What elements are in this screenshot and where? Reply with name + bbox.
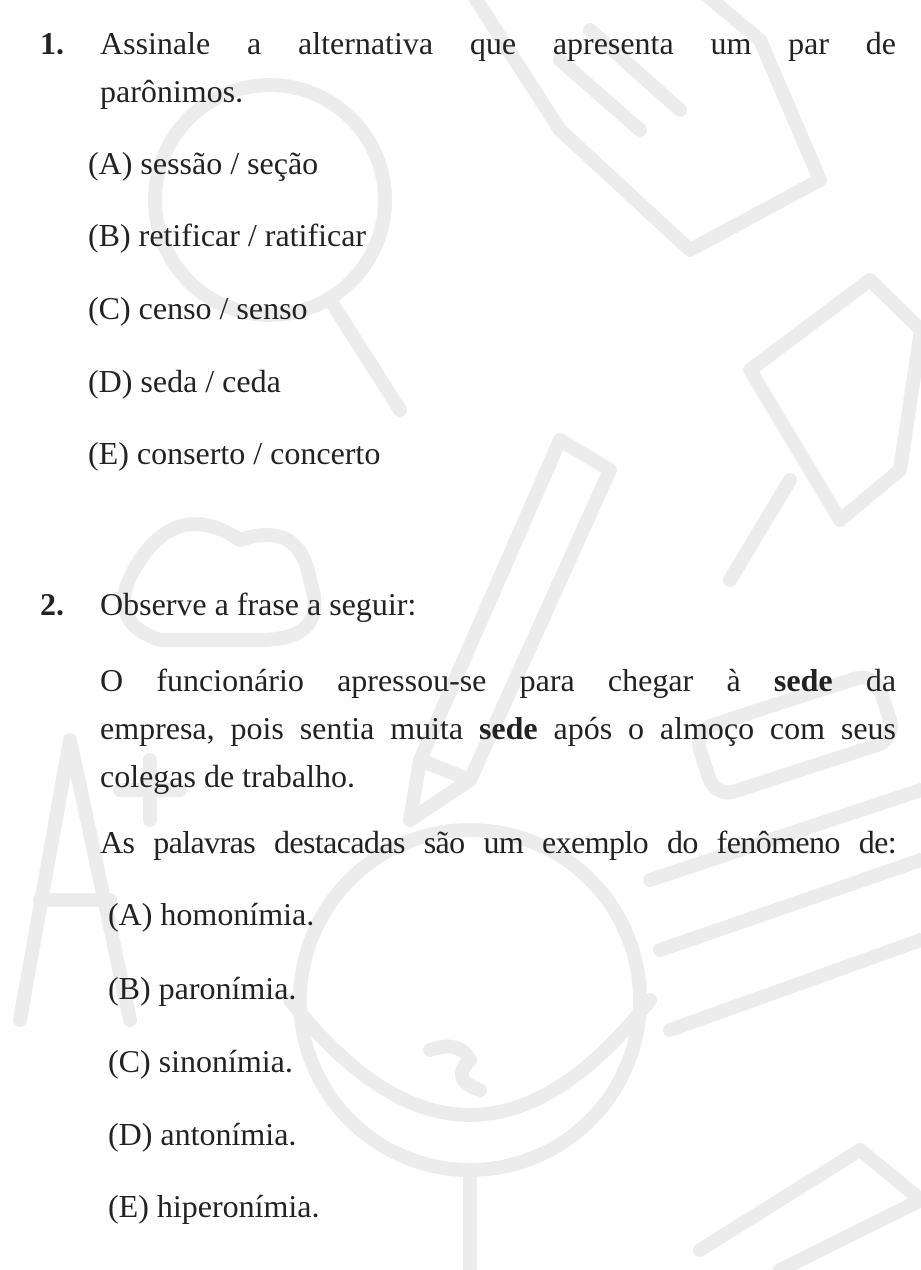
- option-letter: (B): [88, 217, 131, 253]
- question-2-prompt: As palavras destacadas são um exemplo do fenômeno de:: [100, 824, 896, 860]
- question-2-sentence-line-1: [100, 656, 896, 704]
- question-2-option-e[interactable]: [108, 1186, 319, 1226]
- option-letter: (A): [108, 896, 153, 932]
- question-1-option-e[interactable]: [88, 433, 380, 473]
- option-letter: (B): [108, 970, 151, 1006]
- option-text: seda / ceda: [140, 363, 281, 399]
- option-text: retificar / ratificar: [138, 217, 367, 253]
- question-2-intro: Observe a frase a seguir:: [100, 586, 417, 622]
- highlighted-word: sede: [478, 710, 538, 746]
- sentence-text: empresa, pois sentia muita: [100, 710, 464, 746]
- question-2-option-b[interactable]: [108, 968, 296, 1008]
- sentence-text: O funcionário apressou-se para chegar à: [100, 662, 741, 698]
- option-letter: (C): [108, 1043, 151, 1079]
- question-1-option-a[interactable]: [88, 143, 318, 183]
- option-text: conserto / concerto: [136, 435, 381, 471]
- question-2-option-d[interactable]: [108, 1114, 296, 1154]
- question-2-option-a[interactable]: [108, 894, 314, 934]
- option-letter: (D): [108, 1116, 153, 1152]
- option-text: antonímia.: [160, 1116, 297, 1152]
- question-1-option-d[interactable]: [88, 361, 281, 401]
- option-text: censo / senso: [138, 290, 308, 326]
- option-text: sessão / seção: [140, 145, 319, 181]
- sentence-text: da: [865, 662, 897, 698]
- question-2-sentence-line-3: colegas de trabalho.: [100, 758, 355, 794]
- option-letter: (D): [88, 363, 133, 399]
- question-1-stem-line-2: parônimos.: [100, 73, 244, 109]
- sentence-text: após o almoço com seus: [553, 710, 897, 746]
- option-letter: (A): [88, 145, 133, 181]
- option-letter: (E): [108, 1188, 149, 1224]
- option-letter: (E): [88, 435, 129, 471]
- question-1-stem-line-1: Assinale a alternativa que apresenta um par de: [100, 25, 896, 61]
- option-text: hiperonímia.: [156, 1188, 320, 1224]
- question-2-sentence-line-2: [100, 704, 896, 752]
- question-1-number: 1.: [40, 25, 64, 61]
- question-2-option-c[interactable]: [108, 1041, 293, 1081]
- option-letter: (C): [88, 290, 131, 326]
- option-text: paronímia.: [158, 970, 297, 1006]
- option-text: sinonímia.: [158, 1043, 293, 1079]
- question-1-option-b[interactable]: [88, 215, 366, 255]
- highlighted-word: sede: [773, 662, 833, 698]
- question-1-option-c[interactable]: [88, 288, 308, 328]
- question-2-number: 2.: [40, 586, 64, 622]
- option-text: homonímia.: [160, 896, 315, 932]
